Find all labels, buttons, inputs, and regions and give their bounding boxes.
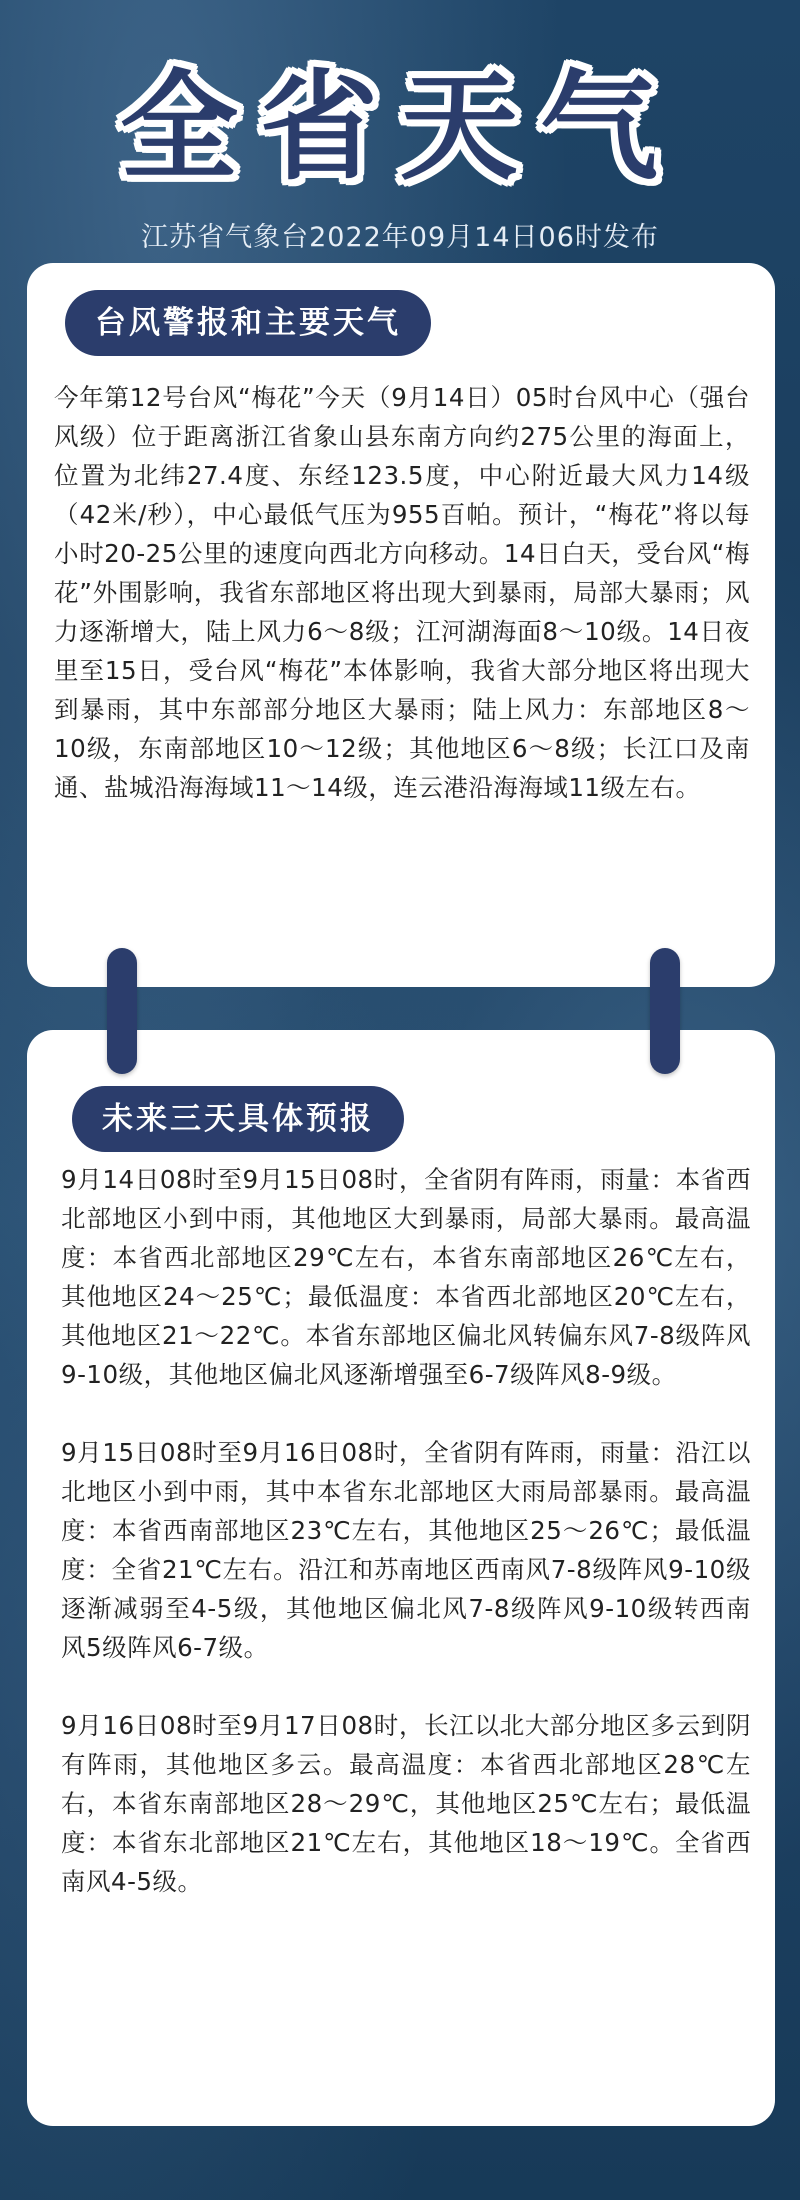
typhoon-warning-text: 今年第12号台风“梅花”今天（9月14日）05时台风中心（强台风级）位于距离浙江省象山县东南方向约275公里的海面上，位置为北纬27.4度、东经123.5度，中心附近最大风力14级（42米/秒），中心最低气压为955百帕。预计，“梅花”将以每小时20-25公里的速度向西北方向移动。14日白天，受台风“梅花”外围影响，我省东部地区将出现大到暴雨，局部大暴雨；风力逐渐增大，陆上风力6～8级；江河湖海面8～10级。14日夜里至15日，受台风“梅花”本体影响，我省大部分地区将出现大到暴雨，其中东部部分地区大暴雨；陆上风力：东部地区8～10级，东南部地区10～12级；其他地区6～8级；长江口及南通、盐城沿海海域11～14级，连云港沿海海域11级左右。	[54, 383, 750, 802]
forecast-day-2: 9月15日08时至9月16日08时，全省阴有阵雨，雨量：沿江以北地区小到中雨，其中本省东北部地区大雨局部暴雨。最高温度：本省西南部地区23℃左右，其他地区25～26℃；最低温度：全省21℃左右。沿江和苏南地区西南风7-8级阵风9-10级逐渐减弱至4-5级，其他地区偏北风7-8级阵风9-10级转西南风5级阵风6-7级。	[61, 1438, 751, 1662]
page-title: 全省天气	[119, 58, 680, 196]
section-heading-typhoon: 台风警报和主要天气	[65, 290, 431, 356]
issue-info: 江苏省气象台2022年09月14日06时发布	[141, 222, 659, 253]
three-day-forecast-card	[27, 1030, 775, 2126]
header	[0, 0, 800, 260]
forecast-day-3: 9月16日08时至9月17日08时，长江以北大部分地区多云到阴有阵雨，其他地区多云。最高温度：本省西北部地区28℃左右，本省东南部地区28～29℃，其他地区25℃左右；最低温度：本省东北部地区21℃左右，其他地区18～19℃。全省西南风4-5级。	[61, 1711, 751, 1896]
section-heading-forecast: 未来三天具体预报	[72, 1086, 404, 1152]
forecast-day-1: 9月14日08时至9月15日08时，全省阴有阵雨，雨量：本省西北部地区小到中雨，其他地区大到暴雨，局部大暴雨。最高温度：本省西北部地区29℃左右，本省东南部地区26℃左右，其他地区24～25℃；最低温度：本省西北部地区20℃左右，其他地区21～22℃。本省东部地区偏北风转偏东风7-8级阵风9-10级，其他地区偏北风逐渐增强至6-7级阵风8-9级。	[61, 1165, 751, 1389]
forecast-text	[61, 1160, 751, 1901]
binder-ring-left	[107, 948, 137, 1074]
typhoon-warning-card	[27, 263, 775, 987]
binder-ring-right	[650, 948, 680, 1074]
